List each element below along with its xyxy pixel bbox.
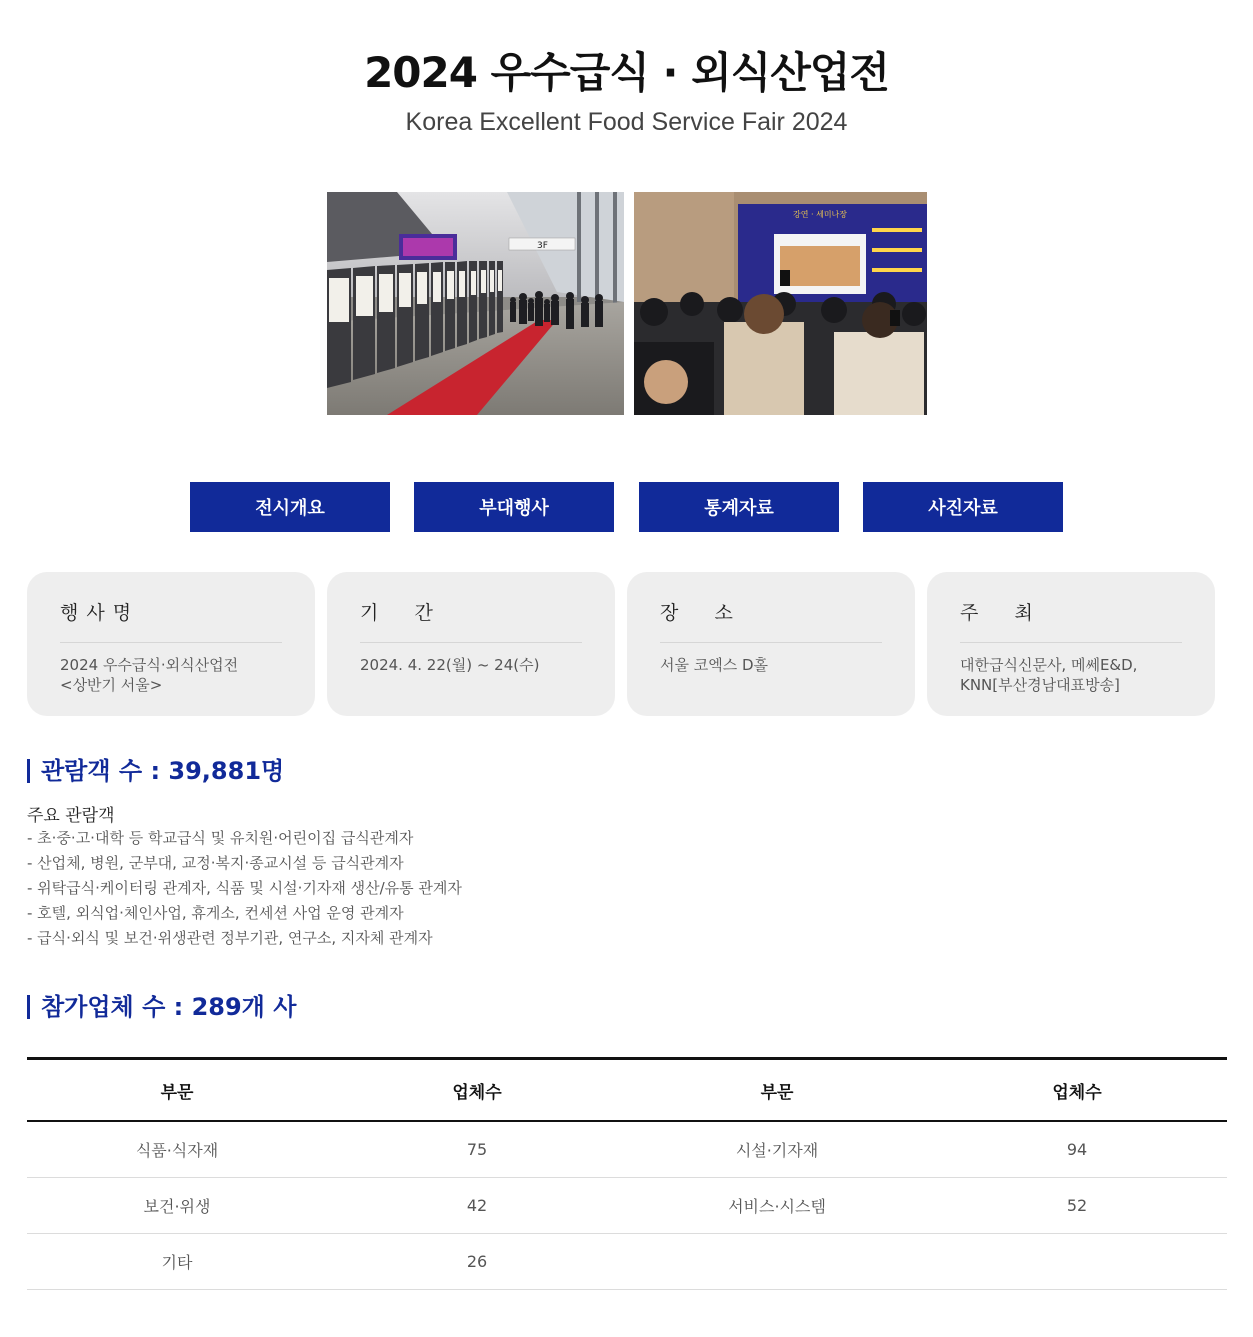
table-header-row — [27, 1059, 1227, 1122]
list-item: - 위탁급식·케이터링 관계자, 식품 및 시설·기자재 생산/유통 관계자 — [27, 879, 462, 897]
table-cell: 식품·식자재 — [27, 1121, 327, 1178]
list-item: - 급식·외식 및 보건·위생관련 정부기관, 연구소, 지자체 관계자 — [27, 929, 433, 947]
table-cell: 26 — [327, 1234, 627, 1290]
table-cell: 서비스·시스템 — [627, 1178, 927, 1234]
info-card-venue — [627, 572, 915, 716]
list-item: - 호텔, 외식업·체인사업, 휴게소, 컨세션 사업 운영 관계자 — [27, 904, 404, 922]
column-header-category: 부문 — [160, 1082, 194, 1103]
table-row — [27, 1178, 1227, 1234]
table-row — [27, 1121, 1227, 1178]
info-card-event-name — [27, 572, 315, 716]
table-row — [27, 1234, 1227, 1290]
info-card-value: 서울 코엑스 D홀 — [660, 656, 769, 674]
nav-button-exhibition-overview[interactable]: 전시개요 — [190, 482, 390, 532]
info-card-organizer — [927, 572, 1215, 716]
exhibitor-table-wrapper — [27, 1057, 1227, 1290]
table-cell: 94 — [927, 1121, 1227, 1178]
column-header-count: 업체수 — [1052, 1082, 1102, 1103]
exhibitor-table — [27, 1057, 1227, 1290]
nav-button-statistics[interactable]: 통계자료 — [639, 482, 839, 532]
info-card-value: 대한급식신문사, 메쎄E&D, KNN[부산경남대표방송] — [960, 656, 1138, 694]
visitor-list — [27, 827, 462, 952]
table-cell: 42 — [327, 1178, 627, 1234]
info-card-label: 행 사 명 — [60, 598, 282, 643]
info-card-label: 장 소 — [660, 598, 882, 643]
floor-sign-text: 3F — [537, 241, 548, 251]
exhibition-hall-photo — [327, 192, 624, 415]
visitors-subheading: 주요 관람객 — [27, 806, 115, 826]
table-cell — [627, 1234, 927, 1290]
seminar-banner-text: 강연 · 세미나장 — [793, 210, 847, 219]
table-cell: 52 — [927, 1178, 1227, 1234]
exhibitors-heading: 참가업체 수 : 289개 사 — [27, 995, 296, 1019]
list-item: - 초·중·고·대학 등 학교급식 및 유치원·어린이집 급식관계자 — [27, 829, 414, 847]
page-title: 2024 우수급식 · 외식산업전 — [364, 48, 889, 97]
visitors-heading: 관람객 수 : 39,881명 — [27, 759, 284, 783]
info-card-period — [327, 572, 615, 716]
info-card-label: 기 간 — [360, 598, 582, 643]
column-header-category: 부문 — [760, 1082, 794, 1103]
info-card-label: 주 최 — [960, 598, 1182, 643]
table-cell: 보건·위생 — [27, 1178, 327, 1234]
table-cell: 75 — [327, 1121, 627, 1178]
table-cell: 시설·기자재 — [627, 1121, 927, 1178]
page-subtitle: Korea Excellent Food Service Fair 2024 — [405, 108, 848, 136]
nav-button-side-events[interactable]: 부대행사 — [414, 482, 614, 532]
column-header-count: 업체수 — [452, 1082, 502, 1103]
list-item: - 산업체, 병원, 군부대, 교정·복지·종교시설 등 급식관계자 — [27, 854, 404, 872]
info-card-value: 2024. 4. 22(월) ~ 24(수) — [360, 656, 540, 674]
info-card-value: 2024 우수급식·외식산업전 <상반기 서울> — [60, 656, 239, 694]
nav-button-photos[interactable]: 사진자료 — [863, 482, 1063, 532]
table-cell: 기타 — [27, 1234, 327, 1290]
table-cell — [927, 1234, 1227, 1290]
seminar-room-photo — [634, 192, 931, 415]
